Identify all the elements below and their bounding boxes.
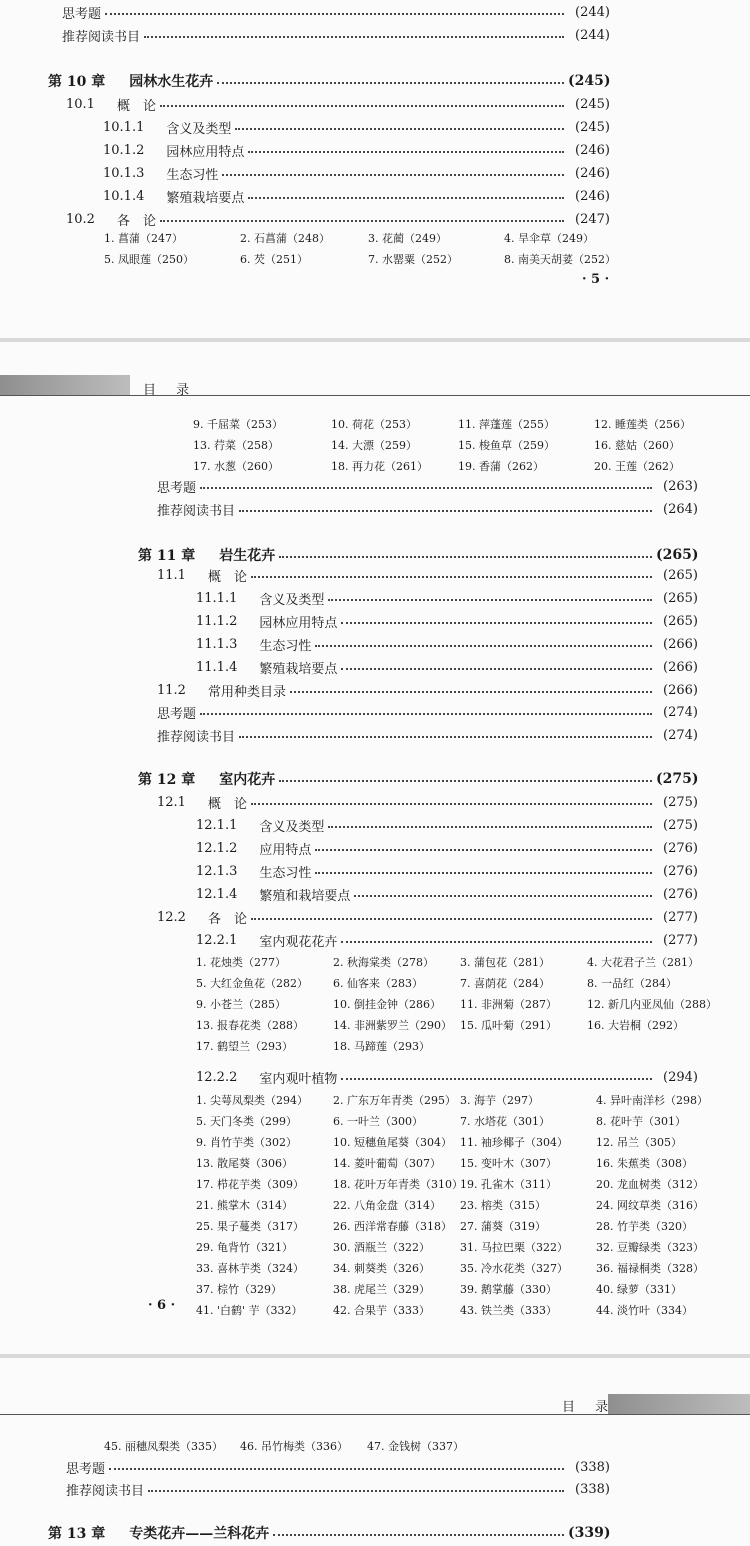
dot-leader <box>315 841 652 851</box>
section-entry <box>196 1066 698 1088</box>
toc-entry <box>62 1 610 23</box>
species-item: 19. 香蒲（262） <box>458 460 544 473</box>
running-header: 目 录 <box>562 1400 617 1415</box>
section-entry <box>196 837 698 859</box>
chapter-number: 第 12 章 <box>138 772 196 788</box>
dot-leader <box>148 1482 564 1492</box>
dot-leader <box>354 887 652 897</box>
species-item: 3. 蒲包花（281） <box>460 956 550 969</box>
species-item: 21. 熊掌木（314） <box>196 1199 293 1212</box>
section-number: 12.2.2 <box>196 1069 238 1085</box>
page-ref: (276) <box>663 886 698 902</box>
species-item: 27. 蒲葵（319） <box>460 1220 546 1233</box>
page-ref: (277) <box>663 932 698 948</box>
species-item: 13. 散尾葵（306） <box>196 1157 293 1170</box>
dot-leader <box>251 795 652 805</box>
species-item: 20. 龙血树类（312） <box>596 1178 704 1191</box>
species-item: 15. 瓜叶菊（291） <box>460 1019 557 1032</box>
species-item: 11. 袖珍椰子（304） <box>460 1136 568 1149</box>
page-ref: (244) <box>575 27 610 43</box>
species-item: 11. 非洲菊（287） <box>460 998 557 1011</box>
species-item: 37. 棕竹（329） <box>196 1283 282 1296</box>
running-header: 目 录 <box>143 383 198 398</box>
page-ref: (265) <box>663 567 698 583</box>
page-ref: (266) <box>663 659 698 675</box>
species-item: 16. 慈姑（260） <box>594 439 680 452</box>
toc-entry <box>66 1478 610 1500</box>
species-item: 7. 水罂粟（252） <box>368 253 458 266</box>
section-entry <box>103 162 610 184</box>
species-item: 38. 虎尾兰（329） <box>333 1283 430 1296</box>
species-item: 40. 绿萝（331） <box>596 1283 682 1296</box>
dot-leader <box>222 166 564 176</box>
species-item: 9. 小苍兰（285） <box>196 998 286 1011</box>
dot-leader <box>251 568 652 578</box>
entry-label: 推荐阅读书目 <box>62 29 141 45</box>
page-ref: (274) <box>663 704 698 720</box>
page-ref: (247) <box>575 211 610 227</box>
toc-entry <box>157 475 698 497</box>
section-title: 各 论 <box>116 213 156 229</box>
section-number: 10.1.4 <box>103 188 145 204</box>
species-item: 28. 竹芋类（320） <box>596 1220 693 1233</box>
species-item: 14. 大漂（259） <box>331 439 417 452</box>
section-number: 10.1 <box>66 96 95 112</box>
section-number: 11.1 <box>157 567 186 583</box>
species-item: 4. 旱伞草（249） <box>504 232 594 245</box>
entry-label: 思考题 <box>157 480 197 496</box>
section-entry <box>103 116 610 138</box>
species-item: 8. 花叶芋（301） <box>596 1115 686 1128</box>
toc-entry <box>66 1456 610 1478</box>
section-number: 12.1.3 <box>196 863 238 879</box>
species-item: 15. 梭鱼草（259） <box>458 439 555 452</box>
section-entry <box>66 93 610 115</box>
header-bar <box>0 375 130 395</box>
species-item: 17. 鹤望兰（293） <box>196 1040 293 1053</box>
dot-leader <box>290 683 652 693</box>
section-title: 各 论 <box>207 911 247 927</box>
species-item: 2. 秋海棠类（278） <box>333 956 434 969</box>
section-number: 12.2.1 <box>196 932 238 948</box>
dot-leader <box>328 591 652 601</box>
chapter-title: 专类花卉——兰科花卉 <box>129 1526 270 1542</box>
section-title: 概 论 <box>207 796 247 812</box>
entry-label: 思考题 <box>157 706 197 722</box>
species-item: 46. 吊竹梅类（336） <box>240 1440 348 1453</box>
section-title: 繁殖栽培要点 <box>166 190 245 206</box>
species-item: 24. 网纹草类（316） <box>596 1199 704 1212</box>
dot-leader <box>341 660 652 670</box>
section-entry <box>196 929 698 951</box>
page-ref: (245) <box>575 96 610 112</box>
species-item: 44. 淡竹叶（334） <box>596 1304 693 1317</box>
species-item: 36. 福禄桐类（328） <box>596 1262 704 1275</box>
species-item: 17. 水葱（260） <box>193 460 279 473</box>
chapter-entry <box>48 1522 610 1544</box>
chapter-entry <box>48 70 610 92</box>
section-entry <box>196 587 698 609</box>
dot-leader <box>315 864 652 874</box>
species-item: 42. 合果芋（333） <box>333 1304 430 1317</box>
page-7 <box>0 1358 750 1546</box>
page-ref: (245) <box>575 119 610 135</box>
page-ref: (246) <box>575 142 610 158</box>
species-item: 9. 肖竹芋类（302） <box>196 1136 297 1149</box>
page-number: · 6 · <box>148 1298 176 1313</box>
species-item: 2. 石菖蒲（248） <box>240 232 330 245</box>
section-number: 10.1.3 <box>103 165 145 181</box>
header-bar <box>608 1394 750 1414</box>
chapter-number: 第 11 章 <box>138 548 196 564</box>
dot-leader <box>251 910 652 920</box>
section-title: 生态习性 <box>259 638 312 654</box>
dot-leader <box>160 212 564 222</box>
section-title: 含义及类型 <box>259 592 325 608</box>
section-number: 10.2 <box>66 211 95 227</box>
chapter-title: 室内花卉 <box>219 772 276 788</box>
section-number: 12.1.4 <box>196 886 238 902</box>
chapter-number: 第 10 章 <box>48 74 106 90</box>
page-ref: (266) <box>663 636 698 652</box>
section-entry <box>103 139 610 161</box>
page-ref: (338) <box>575 1481 610 1497</box>
dot-leader <box>341 614 652 624</box>
page-ref: (265) <box>656 547 699 563</box>
dot-leader <box>248 189 564 199</box>
page-ref: (265) <box>663 590 698 606</box>
section-entry <box>196 610 698 632</box>
species-item: 33. 喜林芋类（324） <box>196 1262 304 1275</box>
species-item: 30. 酒瓶兰（322） <box>333 1241 430 1254</box>
species-item: 2. 广东万年青类（295） <box>333 1094 456 1107</box>
page-ref: (275) <box>663 817 698 833</box>
species-item: 6. 仙客来（283） <box>333 977 423 990</box>
section-title: 生态习性 <box>166 167 219 183</box>
section-number: 12.1 <box>157 794 186 810</box>
species-item: 9. 千屈菜（253） <box>193 418 283 431</box>
page-ref: (265) <box>663 613 698 629</box>
dot-leader <box>279 548 652 558</box>
species-item: 14. 菱叶葡萄（307） <box>333 1157 441 1170</box>
section-title: 繁殖和栽培要点 <box>259 888 351 904</box>
page-number: · 5 · <box>582 272 610 287</box>
species-item: 26. 西洋常春藤（318） <box>333 1220 452 1233</box>
species-item: 23. 榕类（315） <box>460 1199 546 1212</box>
species-item: 15. 变叶木（307） <box>460 1157 557 1170</box>
section-number: 10.1.1 <box>103 119 145 135</box>
dot-leader <box>109 1460 564 1470</box>
species-item: 39. 鹅掌藤（330） <box>460 1283 557 1296</box>
section-number: 10.1.2 <box>103 142 145 158</box>
species-item: 5. 天门冬类（299） <box>196 1115 297 1128</box>
species-item: 12. 新几内亚凤仙（288） <box>587 998 717 1011</box>
species-item: 5. 凤眼莲（250） <box>104 253 194 266</box>
header-rule <box>0 395 750 396</box>
section-entry <box>157 906 698 928</box>
section-number: 11.1.4 <box>196 659 238 675</box>
species-item: 43. 铁兰类（333） <box>460 1304 557 1317</box>
section-entry <box>157 564 698 586</box>
species-item: 16. 朱蕉类（308） <box>596 1157 693 1170</box>
species-item: 22. 八角金盘（314） <box>333 1199 441 1212</box>
section-number: 11.1.2 <box>196 613 238 629</box>
species-item: 6. 芡（251） <box>240 253 308 266</box>
species-item: 25. 果子蔓类（317） <box>196 1220 304 1233</box>
species-item: 10. 短穗鱼尾葵（304） <box>333 1136 452 1149</box>
species-item: 10. 倒挂金钟（286） <box>333 998 441 1011</box>
section-title: 繁殖栽培要点 <box>259 661 338 677</box>
species-item: 32. 豆瓣绿类（323） <box>596 1241 704 1254</box>
section-title: 生态习性 <box>259 865 312 881</box>
chapter-title: 园林水生花卉 <box>129 74 214 90</box>
section-entry <box>103 185 610 207</box>
entry-label: 思考题 <box>62 6 102 22</box>
species-item: 8. 南美天胡荽（252） <box>504 253 616 266</box>
page-ref: (277) <box>663 909 698 925</box>
section-title: 含义及类型 <box>259 819 325 835</box>
chapter-title: 岩生花卉 <box>219 548 276 564</box>
dot-leader <box>105 5 564 15</box>
page-ref: (275) <box>663 794 698 810</box>
species-item: 13. 荇菜（258） <box>193 439 279 452</box>
page-ref: (338) <box>575 1459 610 1475</box>
toc-entry <box>157 701 698 723</box>
chapter-entry <box>138 544 698 566</box>
section-entry <box>196 883 698 905</box>
species-item: 13. 报春花类（288） <box>196 1019 304 1032</box>
species-item: 19. 孔雀木（311） <box>460 1178 557 1191</box>
species-item: 3. 花蔺（249） <box>368 232 447 245</box>
section-title: 概 论 <box>116 98 156 114</box>
section-entry <box>196 656 698 678</box>
species-item: 18. 再力花（261） <box>331 460 428 473</box>
section-number: 12.1.2 <box>196 840 238 856</box>
species-item: 18. 花叶万年青类（310） <box>333 1178 463 1191</box>
entry-label: 推荐阅读书目 <box>157 503 236 519</box>
header-rule <box>0 1414 750 1415</box>
section-number: 12.1.1 <box>196 817 238 833</box>
species-item: 17. 栉花芋类（309） <box>196 1178 304 1191</box>
dot-leader <box>239 728 652 738</box>
entry-label: 推荐阅读书目 <box>66 1483 145 1499</box>
species-item: 20. 王莲（262） <box>594 460 680 473</box>
dot-leader <box>248 143 564 153</box>
species-item: 11. 萍蓬莲（255） <box>458 418 555 431</box>
species-item: 1. 花烛类（277） <box>196 956 286 969</box>
species-item: 1. 菖蒲（247） <box>104 232 183 245</box>
species-item: 29. 龟背竹（321） <box>196 1241 293 1254</box>
chapter-entry <box>138 768 698 790</box>
species-item: 7. 水塔花（301） <box>460 1115 550 1128</box>
section-number: 12.2 <box>157 909 186 925</box>
section-number: 11.1.3 <box>196 636 238 652</box>
entry-label: 推荐阅读书目 <box>157 729 236 745</box>
section-title: 室内观花花卉 <box>259 934 338 950</box>
page-ref: (264) <box>663 501 698 517</box>
species-item: 5. 大红金鱼花（282） <box>196 977 308 990</box>
page-ref: (245) <box>568 73 611 89</box>
section-title: 园林应用特点 <box>166 144 245 160</box>
species-item: 41. '白鹤' 芋（332） <box>196 1304 303 1317</box>
section-title: 室内观叶植物 <box>259 1071 338 1087</box>
page-ref: (266) <box>663 682 698 698</box>
species-item: 35. 冷水花类（327） <box>460 1262 568 1275</box>
section-entry <box>196 633 698 655</box>
section-entry <box>196 860 698 882</box>
species-item: 47. 金钱树（337） <box>367 1440 464 1453</box>
page-ref: (276) <box>663 863 698 879</box>
species-item: 34. 刺葵类（326） <box>333 1262 430 1275</box>
page-ref: (263) <box>663 478 698 494</box>
section-entry <box>157 791 698 813</box>
dot-leader <box>328 818 652 828</box>
toc-entry <box>157 498 698 520</box>
toc-entry <box>62 24 610 46</box>
section-title: 园林应用特点 <box>259 615 338 631</box>
section-title: 含义及类型 <box>166 121 232 137</box>
section-entry <box>66 208 610 230</box>
page-ref: (276) <box>663 840 698 856</box>
section-number: 11.1.1 <box>196 590 238 606</box>
dot-leader <box>279 772 652 782</box>
section-entry <box>157 679 698 701</box>
page-ref: (275) <box>656 771 699 787</box>
dot-leader <box>160 97 564 107</box>
species-item: 12. 睡莲类（256） <box>594 418 691 431</box>
species-item: 3. 海芋（297） <box>460 1094 539 1107</box>
chapter-number: 第 13 章 <box>48 1526 106 1542</box>
dot-leader <box>239 502 652 512</box>
page-ref: (274) <box>663 727 698 743</box>
species-item: 14. 非洲紫罗兰（290） <box>333 1019 452 1032</box>
species-item: 45. 丽穗凤梨类（335） <box>104 1440 223 1453</box>
species-item: 8. 一品红（284） <box>587 977 677 990</box>
section-title: 应用特点 <box>259 842 312 858</box>
species-item: 4. 大花君子兰（281） <box>587 956 699 969</box>
species-item: 31. 马拉巴栗（322） <box>460 1241 568 1254</box>
species-item: 7. 喜荫花（284） <box>460 977 550 990</box>
dot-leader <box>200 705 652 715</box>
dot-leader <box>273 1526 564 1536</box>
page-6 <box>0 342 750 1354</box>
dot-leader <box>235 120 564 130</box>
species-item: 16. 大岩桐（292） <box>587 1019 684 1032</box>
dot-leader <box>217 74 564 84</box>
toc-entry <box>157 724 698 746</box>
page-ref: (339) <box>568 1525 611 1541</box>
dot-leader <box>144 28 564 38</box>
species-item: 6. 一叶兰（300） <box>333 1115 423 1128</box>
species-item: 4. 异叶南洋杉（298） <box>596 1094 708 1107</box>
section-number: 11.2 <box>157 682 186 698</box>
dot-leader <box>341 933 652 943</box>
page-5 <box>0 0 750 338</box>
dot-leader <box>200 479 652 489</box>
species-item: 12. 吊兰（305） <box>596 1136 682 1149</box>
species-item: 10. 荷花（253） <box>331 418 417 431</box>
section-title: 常用种类目录 <box>207 684 286 700</box>
dot-leader <box>341 1070 652 1080</box>
page-ref: (244) <box>575 4 610 20</box>
section-title: 概 论 <box>207 569 247 585</box>
entry-label: 思考题 <box>66 1461 106 1477</box>
section-entry <box>196 814 698 836</box>
page-ref: (294) <box>663 1069 698 1085</box>
dot-leader <box>315 637 652 647</box>
page-ref: (246) <box>575 188 610 204</box>
page-ref: (246) <box>575 165 610 181</box>
species-item: 18. 马蹄莲（293） <box>333 1040 430 1053</box>
species-item: 1. 尖萼凤梨类（294） <box>196 1094 308 1107</box>
